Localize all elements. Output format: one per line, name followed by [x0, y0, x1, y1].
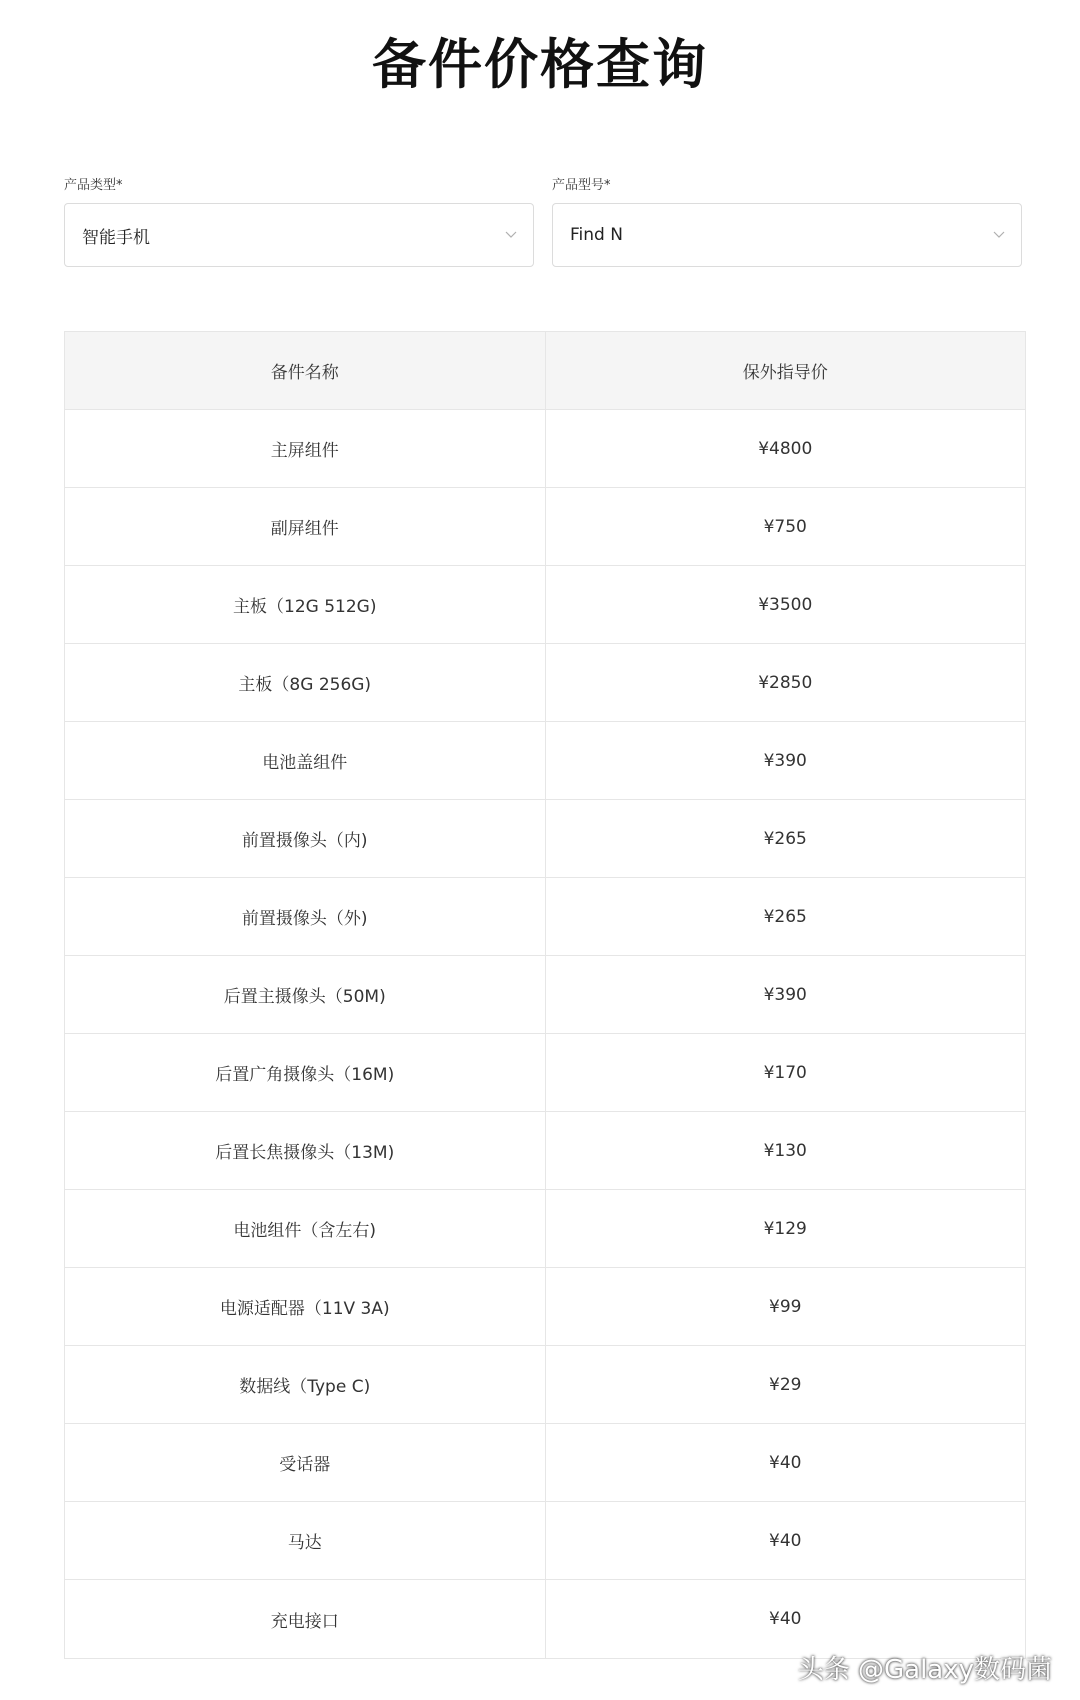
watermark: 头条 @Galaxy数码菌 [797, 1655, 1052, 1685]
price-cell: ¥390 [763, 984, 807, 1005]
price-cell: ¥4800 [758, 438, 813, 459]
table-row [65, 722, 1025, 800]
table-row [65, 878, 1025, 956]
price-cell: ¥29 [769, 1374, 802, 1395]
price-cell: ¥40 [769, 1452, 802, 1473]
table-row [65, 1190, 1025, 1268]
chevron-down-icon [991, 226, 1007, 242]
price-cell: ¥750 [763, 516, 807, 537]
part-name-cell: 前置摄像头（外) [65, 878, 546, 955]
price-cell: ¥265 [763, 828, 807, 849]
table-header-row [65, 332, 1025, 410]
product-model-select[interactable] [552, 203, 1022, 267]
chevron-down-icon [503, 226, 519, 242]
table-row [65, 1034, 1025, 1112]
product-type-field [64, 176, 534, 267]
price-cell: ¥99 [769, 1296, 802, 1317]
table-row [65, 488, 1025, 566]
price-cell: ¥130 [763, 1140, 807, 1161]
part-name-cell: 主屏组件 [65, 410, 546, 487]
product-model-value: Find N [570, 225, 623, 245]
product-model-field [552, 176, 1022, 267]
price-cell: ¥40 [769, 1609, 802, 1629]
table-row [65, 1580, 1025, 1658]
table-row [65, 800, 1025, 878]
table-row [65, 410, 1025, 488]
table-row [65, 566, 1025, 644]
part-name-cell: 电池组件（含左右) [65, 1190, 546, 1267]
product-type-select[interactable] [64, 203, 534, 267]
price-cell: ¥2850 [758, 672, 813, 693]
part-name-cell: 主板（12G 512G) [65, 566, 546, 643]
product-model-label: 产品型号* [552, 178, 611, 193]
price-cell: ¥170 [763, 1062, 807, 1083]
part-name-cell: 后置广角摄像头（16M) [65, 1034, 546, 1111]
table-row [65, 1346, 1025, 1424]
price-cell: ¥129 [763, 1218, 807, 1239]
table-row [65, 1502, 1025, 1580]
header-part-name: 备件名称 [65, 332, 546, 409]
price-cell: ¥265 [763, 906, 807, 927]
part-name-cell: 后置主摄像头（50M) [65, 956, 546, 1033]
table-row [65, 1424, 1025, 1502]
price-cell: ¥3500 [758, 594, 813, 615]
part-name-cell: 后置长焦摄像头（13M) [65, 1112, 546, 1189]
price-table [64, 331, 1026, 1659]
part-name-cell: 数据线（Type C) [65, 1346, 546, 1423]
product-type-value: 智能手机 [82, 227, 150, 248]
table-row [65, 644, 1025, 722]
table-row [65, 956, 1025, 1034]
price-cell: ¥40 [769, 1530, 802, 1551]
table-row [65, 1112, 1025, 1190]
part-name-cell: 充电接口 [65, 1580, 546, 1658]
table-body [65, 410, 1025, 1658]
part-name-cell: 副屏组件 [65, 488, 546, 565]
part-name-cell: 受话器 [65, 1424, 546, 1501]
part-name-cell: 主板（8G 256G) [65, 644, 546, 721]
part-name-cell: 前置摄像头（内) [65, 800, 546, 877]
part-name-cell: 电源适配器（11V 3A) [65, 1268, 546, 1345]
part-name-cell: 马达 [65, 1502, 546, 1579]
page-title: 备件价格查询 [372, 33, 708, 96]
price-cell: ¥390 [763, 750, 807, 771]
product-type-label: 产品类型* [64, 178, 123, 193]
part-name-cell: 电池盖组件 [65, 722, 546, 799]
header-price: 保外指导价 [742, 363, 828, 383]
table-row [65, 1268, 1025, 1346]
